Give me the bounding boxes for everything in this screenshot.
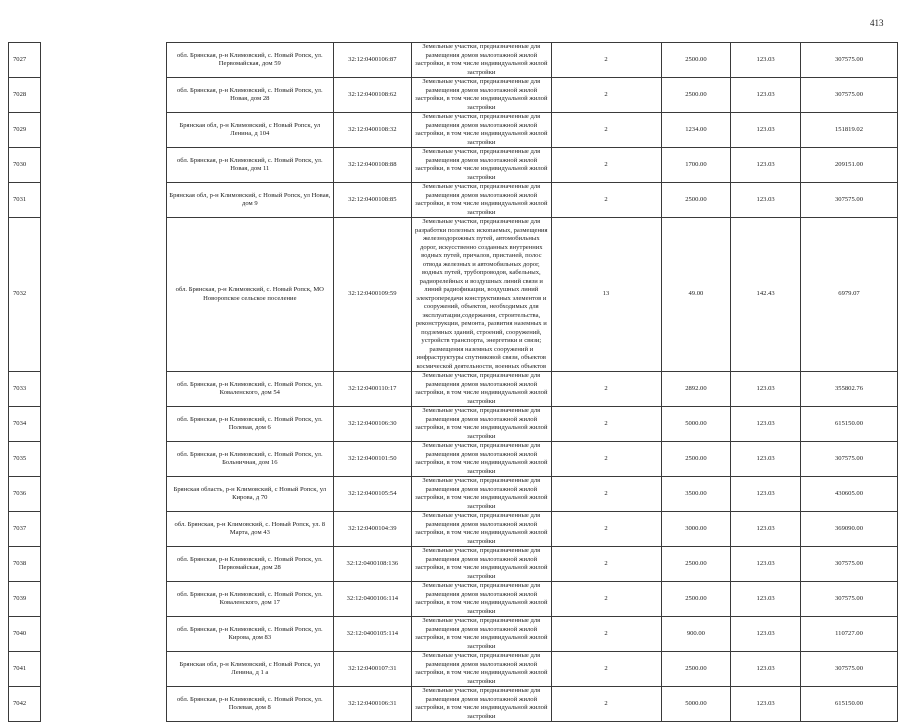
land-use-cell: Земельные участки, предназначенные для размещения домов малоэтажной жилой застройки, в том числе индивидуальной жилой застройки xyxy=(412,113,551,148)
area-cell: 3000.00 xyxy=(661,512,731,547)
land-use-cell: Земельные участки, предназначенные для размещения домов малоэтажной жилой застройки, в том числе индивидуальной жилой застройки xyxy=(412,78,551,113)
address-cell: обл. Брянская, р-н Климовский, с. Новый Ропск, ул. Первомайская, дом 28 xyxy=(166,547,333,582)
cadastral-value-cell: 307575.00 xyxy=(800,442,897,477)
table-row xyxy=(9,442,898,477)
row-number-cell: 7039 xyxy=(9,582,41,617)
cadastral-number-cell: 32:12:0400108:32 xyxy=(333,113,411,148)
table-row xyxy=(9,113,898,148)
group-cell: 2 xyxy=(551,512,661,547)
cadastral-number-cell: 32:12:0400106:31 xyxy=(333,687,411,722)
cadastral-value-cell: 307575.00 xyxy=(800,183,897,218)
land-use-cell: Земельные участки, предназначенные для размещения домов малоэтажной жилой застройки, в том числе индивидуальной жилой застройки xyxy=(412,547,551,582)
cadastral-value-cell: 110727.00 xyxy=(800,617,897,652)
land-use-cell: Земельные участки, предназначенные для размещения домов малоэтажной жилой застройки, в том числе индивидуальной жилой застройки xyxy=(412,442,551,477)
land-use-cell: Земельные участки, предназначенные для размещения домов малоэтажной жилой застройки, в том числе индивидуальной жилой застройки xyxy=(412,183,551,218)
area-cell: 900.00 xyxy=(661,617,731,652)
group-cell: 2 xyxy=(551,687,661,722)
area-cell: 2500.00 xyxy=(661,582,731,617)
address-cell: Брянская обл, р-н Климовский, с Новый Ропск, ул Ленина, д 1 а xyxy=(166,652,333,687)
land-use-cell: Земельные участки, предназначенные для размещения домов малоэтажной жилой застройки, в том числе индивидуальной жилой застройки xyxy=(412,477,551,512)
blank-cell xyxy=(40,547,166,582)
area-cell: 3500.00 xyxy=(661,477,731,512)
blank-cell xyxy=(40,148,166,183)
area-cell: 2500.00 xyxy=(661,78,731,113)
group-cell: 2 xyxy=(551,582,661,617)
cadastral-value-cell: 151819.02 xyxy=(800,113,897,148)
table-row xyxy=(9,183,898,218)
group-cell: 2 xyxy=(551,547,661,582)
blank-cell xyxy=(40,652,166,687)
cadastral-value-cell: 307575.00 xyxy=(800,652,897,687)
row-number-cell: 7042 xyxy=(9,687,41,722)
cadastral-number-cell: 32:12:0400104:39 xyxy=(333,512,411,547)
page-number: 413 xyxy=(870,18,884,28)
group-cell: 2 xyxy=(551,43,661,78)
area-cell: 2500.00 xyxy=(661,442,731,477)
table-body xyxy=(9,43,898,722)
table-row xyxy=(9,582,898,617)
blank-cell xyxy=(40,372,166,407)
blank-cell xyxy=(40,78,166,113)
cadastral-value-cell: 6979.07 xyxy=(800,218,897,372)
row-number-cell: 7029 xyxy=(9,113,41,148)
blank-cell xyxy=(40,687,166,722)
rate-cell: 123.03 xyxy=(731,78,801,113)
area-cell: 2500.00 xyxy=(661,43,731,78)
cadastral-value-cell: 355802.76 xyxy=(800,372,897,407)
group-cell: 2 xyxy=(551,442,661,477)
group-cell: 2 xyxy=(551,617,661,652)
address-cell: обл. Брянская, р-н Климовский, с. Новый Ропск, ул. Новая, дом 11 xyxy=(166,148,333,183)
cadastral-number-cell: 32:12:0400101:50 xyxy=(333,442,411,477)
group-cell: 2 xyxy=(551,372,661,407)
area-cell: 2500.00 xyxy=(661,652,731,687)
address-cell: обл. Брянская, р-н Климовский, с. Новый Ропск, ул. Новая, дом 28 xyxy=(166,78,333,113)
land-use-cell: Земельные участки, предназначенные для размещения домов малоэтажной жилой застройки, в том числе индивидуальной жилой застройки xyxy=(412,372,551,407)
group-cell: 2 xyxy=(551,148,661,183)
group-cell: 2 xyxy=(551,183,661,218)
address-cell: обл. Брянская, р-н Климовский, с. Новый Ропск, ул. Коваленского, дом 17 xyxy=(166,582,333,617)
address-cell: обл. Брянская, р-н Климовский, с. Новый Ропск, ул. Кирова, дом 83 xyxy=(166,617,333,652)
blank-cell xyxy=(40,442,166,477)
group-cell: 2 xyxy=(551,407,661,442)
rate-cell: 123.03 xyxy=(731,372,801,407)
cadastral-value-cell: 307575.00 xyxy=(800,547,897,582)
rate-cell: 123.03 xyxy=(731,407,801,442)
rate-cell: 123.03 xyxy=(731,687,801,722)
address-cell: Брянская обл, р-н Климовский, с Новый Ропск, ул Новая, дом 9 xyxy=(166,183,333,218)
table-row xyxy=(9,43,898,78)
table-row xyxy=(9,148,898,183)
cadastral-number-cell: 32:12:0400108:62 xyxy=(333,78,411,113)
row-number-cell: 7027 xyxy=(9,43,41,78)
area-cell: 5000.00 xyxy=(661,407,731,442)
cadastral-value-cell: 615150.00 xyxy=(800,407,897,442)
blank-cell xyxy=(40,477,166,512)
cadastral-value-cell: 307575.00 xyxy=(800,78,897,113)
row-number-cell: 7035 xyxy=(9,442,41,477)
rate-cell: 142.43 xyxy=(731,218,801,372)
address-cell: обл. Брянская, р-н Климовский, с. Новый Ропск, ул. Первомайская, дом 59 xyxy=(166,43,333,78)
rate-cell: 123.03 xyxy=(731,547,801,582)
table-row xyxy=(9,372,898,407)
address-cell: Брянская обл, р-н Климовский, с Новый Ропск, ул Ленина, д 104 xyxy=(166,113,333,148)
cadastral-value-cell: 307575.00 xyxy=(800,582,897,617)
cadastral-value-cell: 307575.00 xyxy=(800,43,897,78)
cadastral-number-cell: 32:12:0400107:31 xyxy=(333,652,411,687)
blank-cell xyxy=(40,43,166,78)
blank-cell xyxy=(40,113,166,148)
row-number-cell: 7041 xyxy=(9,652,41,687)
land-use-cell: Земельные участки, предназначенные для размещения домов малоэтажной жилой застройки, в том числе индивидуальной жилой застройки xyxy=(412,43,551,78)
blank-cell xyxy=(40,407,166,442)
row-number-cell: 7037 xyxy=(9,512,41,547)
row-number-cell: 7028 xyxy=(9,78,41,113)
row-number-cell: 7034 xyxy=(9,407,41,442)
rate-cell: 123.03 xyxy=(731,442,801,477)
table-row xyxy=(9,477,898,512)
cadastral-number-cell: 32:12:0400106:87 xyxy=(333,43,411,78)
address-cell: Брянская область, р-н Климовский, с Новый Ропск, ул Кирова, д 70 xyxy=(166,477,333,512)
blank-cell xyxy=(40,582,166,617)
address-cell: обл. Брянская, р-н Климовский, с. Новый Ропск, МО Новоропское сельское поселение xyxy=(166,218,333,372)
area-cell: 1234.00 xyxy=(661,113,731,148)
area-cell: 49.00 xyxy=(661,218,731,372)
land-use-cell: Земельные участки, предназначенные для размещения домов малоэтажной жилой застройки, в том числе индивидуальной жилой застройки xyxy=(412,407,551,442)
address-cell: обл. Брянская, р-н Климовский, с. Новый Ропск, ул. Коваленского, дом 54 xyxy=(166,372,333,407)
land-use-cell: Земельные участки, предназначенные для размещения домов малоэтажной жилой застройки, в том числе индивидуальной жилой застройки xyxy=(412,652,551,687)
cadastral-number-cell: 32:12:0400106:114 xyxy=(333,582,411,617)
area-cell: 2892.00 xyxy=(661,372,731,407)
cadastral-number-cell: 32:12:0400109:59 xyxy=(333,218,411,372)
land-use-cell: Земельные участки, предназначенные для разработки полезных ископаемых, размещения железнодорожных путей, автомобильных дорог, искусственно созданных внутренних водных путей, причалов, пристаней, полос отвода железных и автомобильных дорог, водных путей, трубопроводов, кабельных, радиорелейных и воздушных линий связи и линий радиофикации, воздушных линий электропередачи конструктивных элементов и сооружений, объектов, необходимых для эксплуатации,содержания, строительства, реконструкции, ремонта, развития наземных и подземных зданий, строений, сооружений, устройств транспорта, энергетики и связи; размещения наземных сооружений и инфраструктуры спутниковой связи, объектов космической деятельности, военных объектов xyxy=(412,218,551,372)
cadastral-number-cell: 32:12:0400108:136 xyxy=(333,547,411,582)
table-row xyxy=(9,617,898,652)
blank-cell xyxy=(40,183,166,218)
table-row xyxy=(9,652,898,687)
address-cell: обл. Брянская, р-н Климовский, с. Новый Ропск, ул. Полевая, дом 6 xyxy=(166,407,333,442)
rate-cell: 123.03 xyxy=(731,43,801,78)
group-cell: 2 xyxy=(551,113,661,148)
cadastral-value-cell: 369090.00 xyxy=(800,512,897,547)
address-cell: обл. Брянская, р-н Климовский, с. Новый Ропск, ул. Полевая, дом 8 xyxy=(166,687,333,722)
rate-cell: 123.03 xyxy=(731,652,801,687)
land-use-cell: Земельные участки, предназначенные для размещения домов малоэтажной жилой застройки, в том числе индивидуальной жилой застройки xyxy=(412,582,551,617)
row-number-cell: 7038 xyxy=(9,547,41,582)
row-number-cell: 7032 xyxy=(9,218,41,372)
cadastral-number-cell: 32:12:0400106:30 xyxy=(333,407,411,442)
table-row xyxy=(9,687,898,722)
cadastral-number-cell: 32:12:0400110:17 xyxy=(333,372,411,407)
cadastral-number-cell: 32:12:0400105:54 xyxy=(333,477,411,512)
row-number-cell: 7031 xyxy=(9,183,41,218)
group-cell: 2 xyxy=(551,78,661,113)
table-row xyxy=(9,78,898,113)
cadastral-number-cell: 32:12:0400105:114 xyxy=(333,617,411,652)
land-use-cell: Земельные участки, предназначенные для размещения домов малоэтажной жилой застройки, в том числе индивидуальной жилой застройки xyxy=(412,512,551,547)
row-number-cell: 7036 xyxy=(9,477,41,512)
table-row xyxy=(9,218,898,372)
table-row xyxy=(9,547,898,582)
row-number-cell: 7033 xyxy=(9,372,41,407)
rate-cell: 123.03 xyxy=(731,582,801,617)
rate-cell: 123.03 xyxy=(731,617,801,652)
cadastral-value-cell: 615150.00 xyxy=(800,687,897,722)
group-cell: 2 xyxy=(551,477,661,512)
area-cell: 2500.00 xyxy=(661,183,731,218)
group-cell: 13 xyxy=(551,218,661,372)
blank-cell xyxy=(40,512,166,547)
group-cell: 2 xyxy=(551,652,661,687)
table-row xyxy=(9,407,898,442)
cadastral-value-cell: 430605.00 xyxy=(800,477,897,512)
blank-cell xyxy=(40,617,166,652)
address-cell: обл. Брянская, р-н Климовский, с. Новый Ропск, ул. Больничная, дом 16 xyxy=(166,442,333,477)
rate-cell: 123.03 xyxy=(731,183,801,218)
cadastral-value-cell: 209151.00 xyxy=(800,148,897,183)
cadastral-value-table xyxy=(8,42,898,722)
blank-cell xyxy=(40,218,166,372)
table-row xyxy=(9,512,898,547)
land-use-cell: Земельные участки, предназначенные для размещения домов малоэтажной жилой застройки, в том числе индивидуальной жилой застройки xyxy=(412,148,551,183)
area-cell: 5000.00 xyxy=(661,687,731,722)
cadastral-number-cell: 32:12:0400108:88 xyxy=(333,148,411,183)
rate-cell: 123.03 xyxy=(731,477,801,512)
row-number-cell: 7030 xyxy=(9,148,41,183)
rate-cell: 123.03 xyxy=(731,113,801,148)
rate-cell: 123.03 xyxy=(731,148,801,183)
area-cell: 1700.00 xyxy=(661,148,731,183)
area-cell: 2500.00 xyxy=(661,547,731,582)
rate-cell: 123.03 xyxy=(731,512,801,547)
address-cell: обл. Брянская, р-н Климовский, с. Новый Ропск, ул. 8 Марта, дом 43 xyxy=(166,512,333,547)
row-number-cell: 7040 xyxy=(9,617,41,652)
land-use-cell: Земельные участки, предназначенные для размещения домов малоэтажной жилой застройки, в том числе индивидуальной жилой застройки xyxy=(412,617,551,652)
cadastral-number-cell: 32:12:0400108:85 xyxy=(333,183,411,218)
land-use-cell: Земельные участки, предназначенные для размещения домов малоэтажной жилой застройки, в том числе индивидуальной жилой застройки xyxy=(412,687,551,722)
